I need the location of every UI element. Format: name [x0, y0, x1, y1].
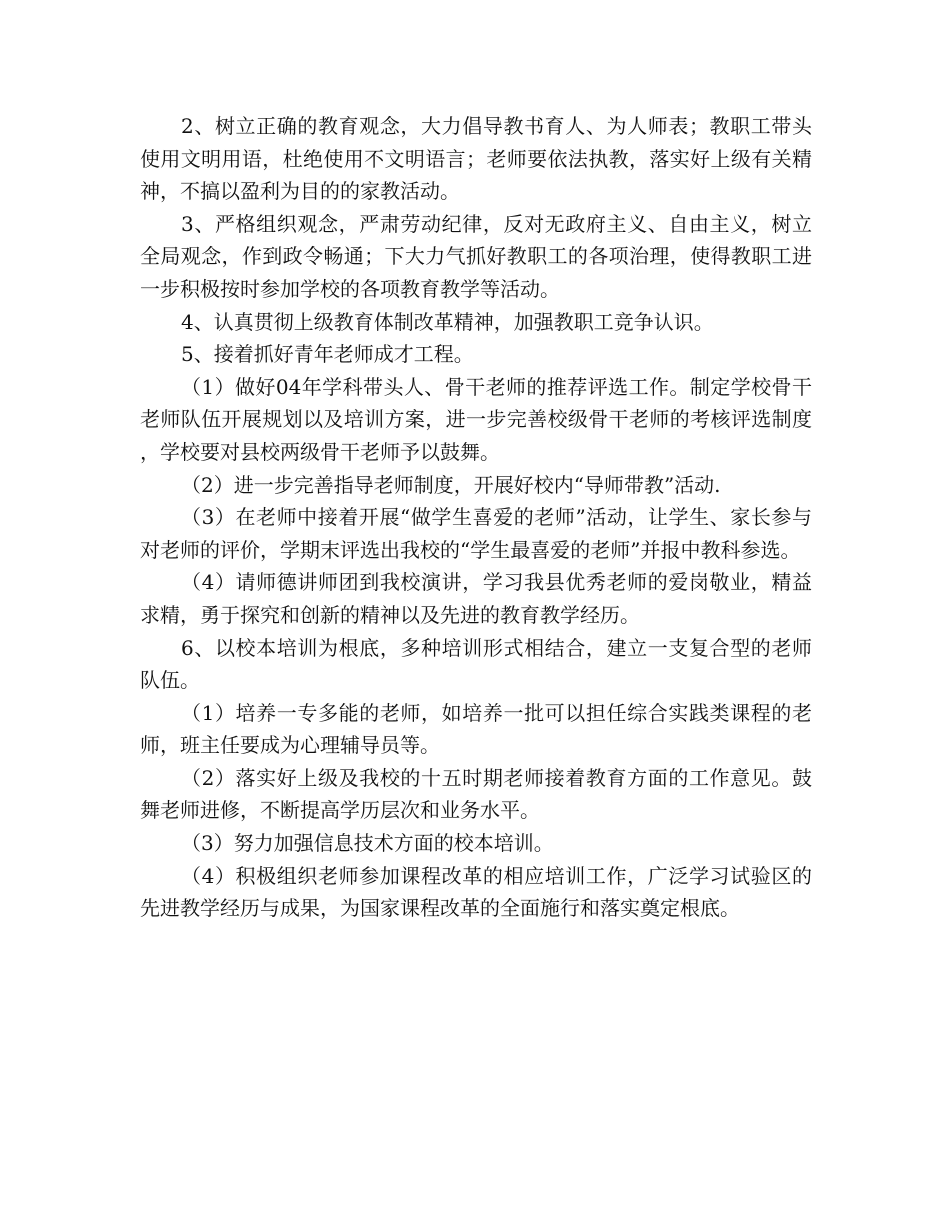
- paragraph-item-2: 2、树立正确的教育观念，大力倡导教书育人、为人师表；教职工带头使用文明用语，杜绝使用不文明语言；老师要依法执教，落实好上级有关精神，不搞以盈利为目的的家教活动。: [140, 114, 812, 204]
- sub-paragraph-6-4: （4）积极组织老师参加课程改革的相应培训工作，广泛学习试验区的先进教学经历与成果，为国家课程改革的全面施行和落实奠定根底。: [140, 863, 812, 921]
- sub-paragraph-5-1: （1）做好04年学科带头人、骨干老师的推荐评选工作。制定学校骨干老师队伍开展规划以及培训方案，进一步完善校级骨干老师的考核评选制度，学校要对县校两级骨干老师予以鼓舞。: [140, 374, 812, 464]
- sub-paragraph-6-1: （1）培养一专多能的老师，如培养一批可以担任综合实践类课程的老师，班主任要成为心理辅导员等。: [140, 700, 812, 758]
- sub-paragraph-5-3: （3）在老师中接着开展“做学生喜爱的老师”活动，让学生、家长参与对老师的评价，学期末评选出我校的“学生最喜爱的老师”并报中教科参选。: [140, 505, 812, 562]
- paragraph-item-6: 6、以校本培训为根底，多种培训形式相结合，建立一支复合型的老师队伍。: [140, 635, 812, 693]
- sub-paragraph-5-2: （2）进一步完善指导老师制度，开展好校内“导师带教”活动.: [181, 472, 721, 497]
- document-body: [140, 110, 812, 925]
- sub-paragraph-6-2: （2）落实好上级及我校的十五时期老师接着教育方面的工作意见。鼓舞老师进修，不断提高学历层次和业务水平。: [140, 765, 812, 823]
- sub-paragraph-5-4: （4）请师德讲师团到我校演讲，学习我县优秀老师的爱岗敬业，精益求精，勇于探究和创新的精神以及先进的教育教学经历。: [140, 570, 812, 627]
- paragraph-item-3: 3、严格组织观念，严肃劳动纪律，反对无政府主义、自由主义，树立全局观念，作到政令畅通；下大力气抓好教职工的各项治理，使得教职工进一步积极按时参加学校的各项教育教学等活动。: [140, 211, 812, 301]
- paragraph-item-5: 5、接着抓好青年老师成才工程。: [181, 342, 474, 367]
- paragraph-item-4: 4、认真贯彻上级教育体制改革精神，加强教职工竞争认识。: [181, 309, 714, 334]
- sub-paragraph-6-3: （3）努力加强信息技术方面的校本培训。: [181, 831, 554, 856]
